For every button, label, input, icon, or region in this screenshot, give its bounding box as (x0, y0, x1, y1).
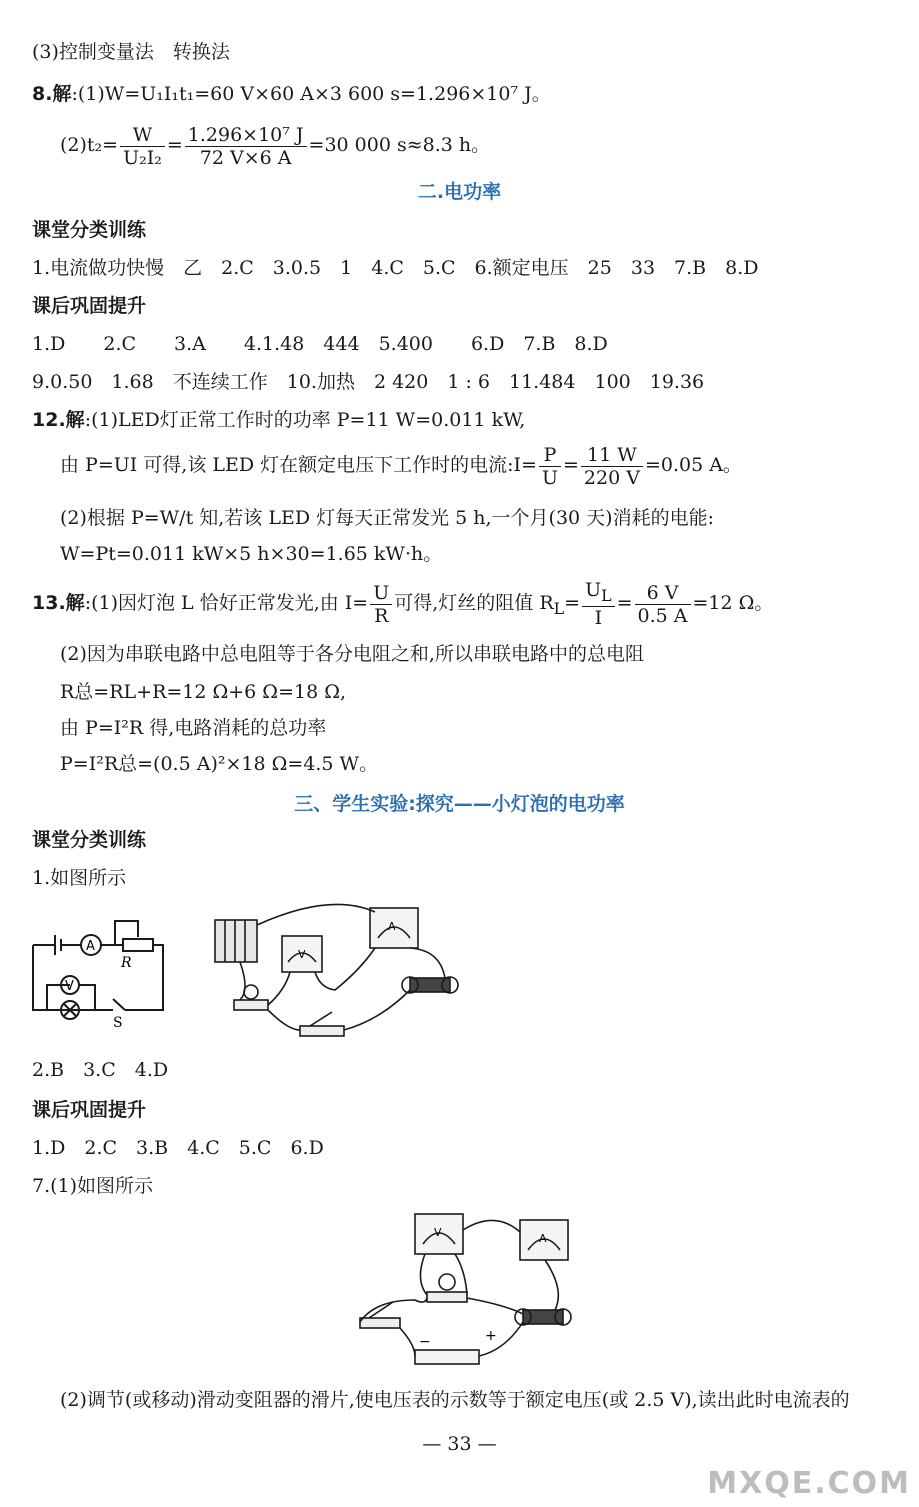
numerator: W (120, 124, 165, 147)
denominator: 0.5 A (637, 604, 688, 627)
physical-circuit-figure-1 (210, 900, 460, 1048)
watermark: MXQE.COM (707, 1466, 911, 1501)
numerator: 1.296×10⁷ J (185, 124, 307, 147)
equals: = (166, 134, 183, 156)
question-number: 13. (32, 592, 66, 614)
subscript: L (553, 598, 565, 618)
fraction (370, 582, 392, 627)
section-title-3: 三、学生实验:探究——小灯泡的电功率 (294, 793, 625, 815)
answer-text: (2)t₂= (60, 134, 119, 156)
denominator: U (541, 466, 558, 489)
answer-8-part1 (32, 82, 551, 106)
fraction (120, 124, 165, 169)
answer-text: =12 Ω。 (692, 592, 774, 614)
ammeter-label: A (388, 920, 396, 933)
answer-text: =0.05 A。 (644, 454, 742, 476)
page-number: — 33 — (422, 1433, 497, 1455)
answer-text: 由 P=UI 可得,该 LED 灯在额定电压下工作时的电流:I= (60, 454, 537, 476)
minus-label: − (419, 1334, 431, 1350)
solution-label: 解 (65, 409, 85, 431)
numerator: 6 V (635, 582, 691, 605)
answer-13-total-resistance: R总=RL+R=12 Ω+6 Ω=18 Ω, (60, 681, 346, 703)
answer-13-part2: (2)因为串联电路中总电阻等于各分电阻之和,所以串联电路中的总电阻 (60, 643, 644, 665)
fraction (539, 444, 561, 489)
answers-class-1: 1.电流做功快慢 乙 2.C 3.0.5 1 4.C 5.C 6.额定电压 25 33 7.B 8.D (32, 257, 759, 279)
numerator-text: U (585, 578, 602, 601)
answer-text: 可得,灯丝的阻值 R (394, 592, 554, 614)
answer-text: :(1)LED灯正常工作时的功率 P=11 W=0.011 kW, (84, 409, 526, 431)
section-title-2: 二.电功率 (417, 181, 502, 203)
answers-after-1: 1.D 2.C 3.A 4.1.48 444 5.400 6.D 7.B 8.D (32, 333, 608, 355)
plus-label: + (485, 1328, 497, 1344)
answer-7-figure: 7.(1)如图所示 (32, 1175, 154, 1197)
fraction (635, 582, 691, 627)
voltmeter-label: V (298, 948, 306, 961)
answer-13-power-result: P=I²R总=(0.5 A)²×18 Ω=4.5 W。 (60, 753, 379, 775)
subscript: L (601, 585, 612, 605)
answer-text: :(1)因灯泡 L 恰好正常发光,由 I= (84, 592, 369, 614)
answer-12-current (60, 440, 742, 490)
numerator: 11 W (581, 444, 643, 467)
switch-label: S (113, 1015, 123, 1030)
answer-12-part1 (32, 408, 525, 432)
line-3-method: (3)控制变量法 转换法 (32, 41, 230, 63)
heading-after-class-1: 课后巩固提升 (32, 295, 147, 317)
solution-label: 解 (52, 83, 72, 105)
denominator: 72 V×6 A (199, 146, 292, 169)
answer-text: =30 000 s≈8.3 h。 (308, 134, 491, 156)
fraction (582, 579, 615, 630)
question-number: 8. (32, 83, 53, 105)
circuit-diagram (25, 915, 175, 1030)
ammeter-label: A (539, 1232, 547, 1245)
denominator: 220 V (583, 466, 640, 489)
heading-class-training-2: 课堂分类训练 (32, 829, 147, 851)
fraction (581, 444, 643, 489)
equals: = (616, 592, 633, 614)
equals: = (564, 592, 581, 614)
answer-13-power-formula: 由 P=I²R 得,电路消耗的总功率 (60, 717, 327, 739)
answer-12-part2: (2)根据 P=W/t 知,若该 LED 灯每天正常发光 5 h,一个月(30 天)消耗的电能: (60, 507, 714, 529)
denominator: U₂I₂ (123, 146, 162, 169)
ammeter-label: A (86, 939, 95, 954)
denominator: R (374, 604, 389, 627)
voltmeter-label: V (434, 1226, 442, 1239)
numerator: U (370, 582, 392, 605)
answer-8-part2 (60, 122, 490, 169)
answer-13-part1 (32, 578, 773, 634)
physical-circuit-figure-2 (355, 1210, 605, 1370)
answer-12-energy: W=Pt=0.011 kW×5 h×30=1.65 kW·h。 (60, 543, 443, 565)
question-number: 12. (32, 409, 66, 431)
solution-label: 解 (65, 592, 85, 614)
voltmeter-label: V (65, 979, 74, 994)
answer-text: :(1)W=U₁I₁t₁=60 V×60 A×3 600 s=1.296×10⁷ J。 (71, 83, 551, 105)
numerator: P (539, 444, 561, 467)
numerator (582, 579, 615, 608)
denominator: I (594, 607, 603, 630)
heading-class-training-1: 课堂分类训练 (32, 219, 147, 241)
answer-1-figure: 1.如图所示 (32, 867, 127, 889)
answers-after-2: 9.0.50 1.68 不连续工作 10.加热 2 420 1 : 6 11.484 100 19.36 (32, 371, 705, 393)
equals: = (562, 454, 579, 476)
answers-class-2: 2.B 3.C 4.D (32, 1059, 169, 1081)
rheostat-label: R (121, 955, 132, 971)
heading-after-class-2: 课后巩固提升 (32, 1099, 147, 1121)
answers-after-3: 1.D 2.C 3.B 4.C 5.C 6.D (32, 1137, 324, 1159)
fraction (185, 124, 307, 169)
answer-7-part2: (2)调节(或移动)滑动变阻器的滑片,使电压表的示数等于额定电压(或 2.5 V),读出此时电流表的 (60, 1389, 850, 1411)
